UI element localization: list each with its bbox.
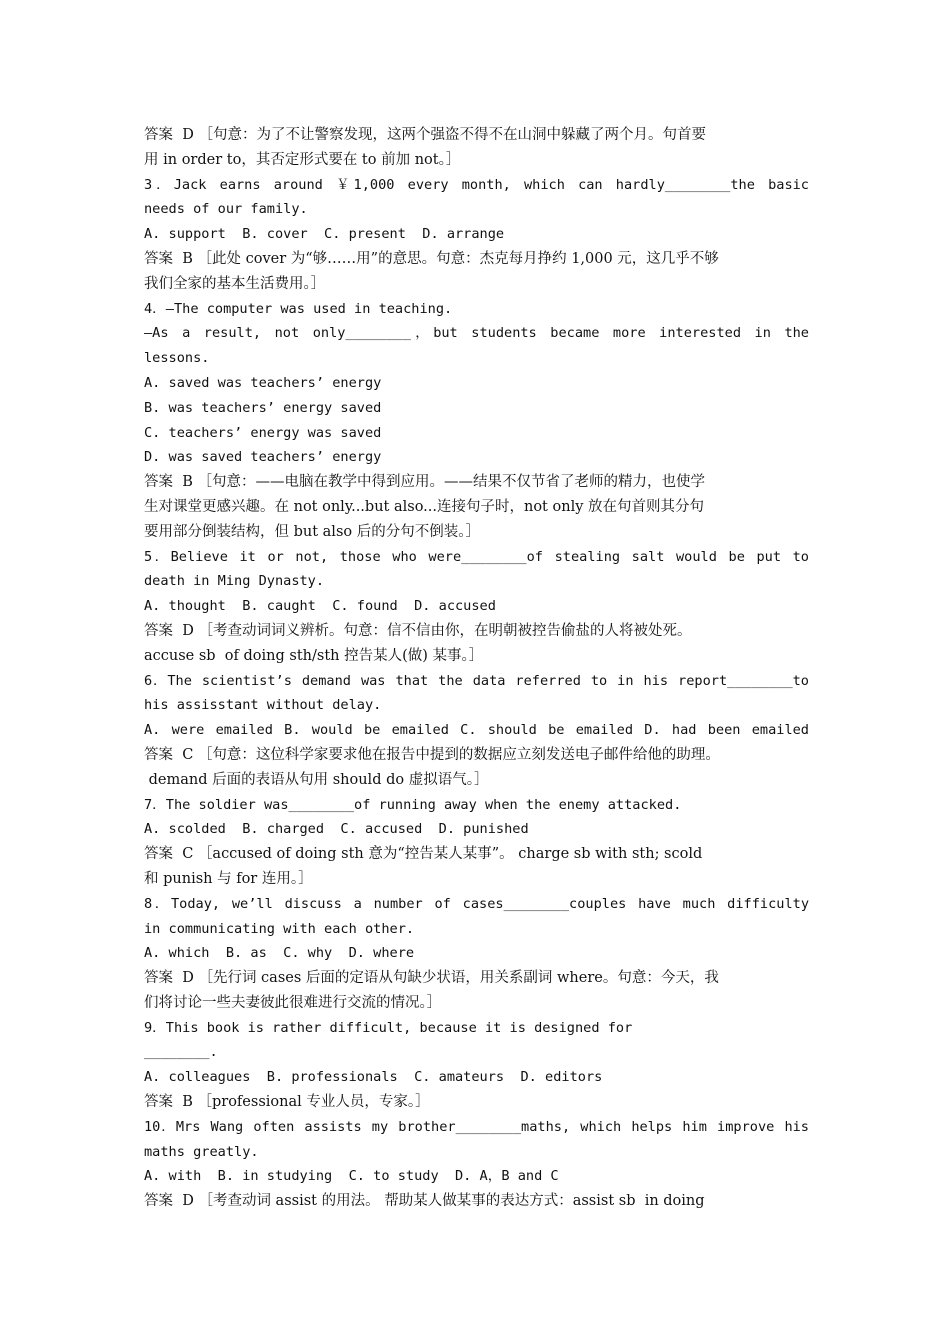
document-body — [144, 123, 809, 1214]
text-line: 答案 D ［考查动词 assist 的用法。 帮助某人做某事的表达方式：assist sb in doing — [144, 1193, 705, 1210]
text-line: 7．The soldier was________of running away when the enemy attacked. — [144, 796, 682, 813]
text-line: A. saved was teachers’ energy — [144, 374, 382, 391]
text-line: 5．Believe it or not, those who were________of stealing salt would be put to — [144, 548, 809, 565]
text-line: maths greatly. — [144, 1143, 259, 1160]
text-line: A. which B. as C. why D. where — [144, 945, 415, 962]
text-line: 6．The scientist’s demand was that the data referred to in his report________to — [144, 672, 809, 689]
text-line: 和 punish 与 for 连用。］ — [144, 870, 313, 887]
text-line: 答案 D ［句意：为了不让警察发现，这两个强盗不得不在山洞中躲藏了两个月。句首要 — [144, 127, 706, 143]
text-line: 生对课堂更感兴趣。在 not only...but also...连接句子时，not only 放在句首则其分句 — [144, 498, 705, 515]
text-line: A. thought B. caught C. found D. accused — [144, 598, 496, 615]
text-line: A. colleagues B. professionals C. amateurs D. editors — [144, 1069, 603, 1086]
text-line: his assisstant without delay. — [144, 697, 382, 714]
text-line: A. were emailed B. would be emailed C. should be emailed D. had been emailed — [144, 722, 809, 739]
text-line: A. with B. in studying C. to study D. A，B and C — [144, 1168, 559, 1185]
text-line: 答案 B ［句意：——电脑在教学中得到应用。——结果不仅节省了老师的精力，也使学 — [144, 474, 705, 491]
text-line: A. scolded B. charged C. accused D. punished — [144, 821, 529, 838]
text-line: needs of our family. — [144, 201, 308, 218]
text-line: 答案 C ［accused of doing sth 意为“控告某人某事”。 charge sb with sth; scold — [144, 846, 703, 863]
text-line: demand 后面的表语从句用 should do 虚拟语气。］ — [144, 771, 489, 788]
text-line: 答案 B ［此处 cover 为“够……用”的意思。句意：杰克每月挣约 1,000 元，这几乎不够 — [144, 250, 719, 267]
text-line: 答案 D ［考查动词词义辨析。句意：信不信由你，在明朝被控告偷盐的人将被处死。 — [144, 622, 692, 639]
text-line: 3．Jack earns around ￥1,000 every month, which can hardly________the basic — [144, 176, 809, 193]
text-line: D. was saved teachers’ energy — [144, 449, 382, 466]
text-line: 9．This book is rather difficult, because it is designed for — [144, 1019, 633, 1036]
text-line: 10．Mrs Wang often assists my brother________maths, which helps him improve his — [144, 1118, 809, 1135]
text-line: 4．—The computer was used in teaching. — [144, 300, 453, 317]
text-line: 答案 D ［先行词 cases 后面的定语从句缺少状语，用关系副词 where。句意：今天，我 — [144, 970, 719, 987]
text-line: 用 in order to，其否定形式要在 to 前加 not。］ — [144, 151, 461, 168]
text-line: death in Ming Dynasty. — [144, 573, 325, 590]
text-line: A. support B. cover C. present D. arrange — [144, 226, 505, 243]
text-line: —As a result, not only________，but students became more interested in the — [144, 325, 809, 342]
text-line: ________. — [144, 1044, 218, 1061]
text-line: accuse sb of doing sth/sth 控告某人(做) 某事。］ — [144, 647, 484, 664]
text-line: lessons. — [144, 350, 210, 367]
text-line: 我们全家的基本生活费用。］ — [144, 275, 326, 292]
text-line: in communicating with each other. — [144, 920, 415, 937]
text-line: 要用部分倒装结构，但 but also 后的分句不倒装。］ — [144, 523, 480, 540]
text-line: 答案 C ［句意：这位科学家要求他在报告中提到的数据应立刻发送电子邮件给他的助理。 — [144, 746, 720, 763]
text-line: C. teachers’ energy was saved — [144, 424, 382, 441]
text-line: 答案 B ［professional 专业人员，专家。］ — [144, 1094, 430, 1111]
text-line: B. was teachers’ energy saved — [144, 399, 382, 416]
text-line: 们将讨论一些夫妻彼此很难进行交流的情况。］ — [144, 994, 442, 1011]
text-line: 8．Today, we’ll discuss a number of cases________couples have much difficulty — [144, 895, 809, 912]
